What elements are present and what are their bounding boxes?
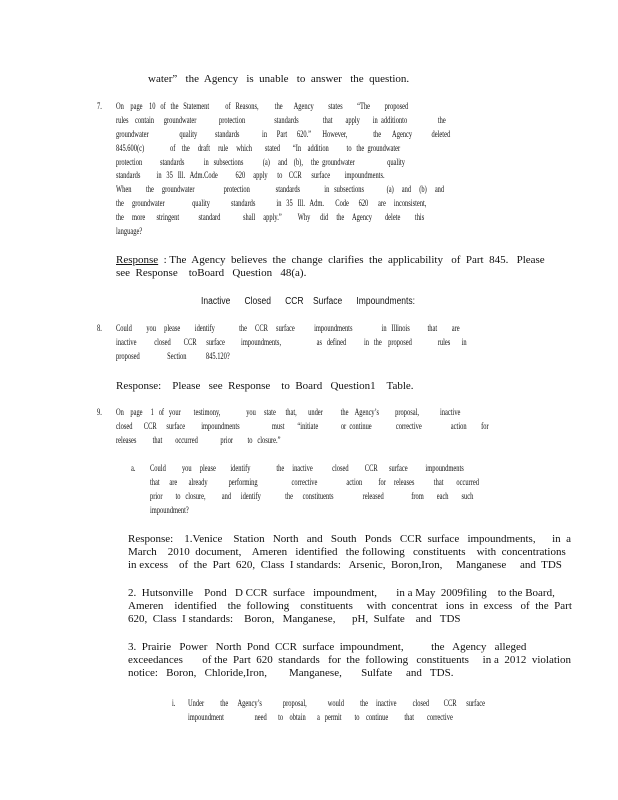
text-line: 845.600(c) of the draft rule which stated “In addition to the groundwater [116,144,401,154]
response-line: Response: 1.Venice Station North and South Ponds CCR surface impoundments, in a [128,533,572,545]
question-number: 8. [97,324,102,334]
subquestion-letter: a. [131,464,136,474]
response-line: 620, Class I standards: Boron, Manganese, pH, Sulfate and TDS [128,613,461,625]
text-line: rules contain groundwater protection standards that apply in additionto the [116,116,446,126]
response-line: Ameren identified the following constituents with concentrat ions in excess of the Part [128,600,572,612]
response-line: notice: Boron, Chloride,Iron, Manganese, Sulfate and TDS. [128,667,454,679]
question-number: 9. [97,408,102,418]
text-line: groundwater quality standards in Part 620.” However, the Agency deleted [116,130,451,140]
text-line: When the groundwater protection standards in subsections (a) and (b) and [116,185,445,195]
response-line: see Response toBoard Question 48(a). [116,267,307,279]
response-line: March 2010 document, Ameren identified the following constituents with concentrations [128,546,566,558]
text-line: Could you please identify the CCR surface impoundments in Illinois that are [116,324,460,334]
question-number: 7. [97,102,102,112]
text-line: Could you please identify the inactive closed CCR surface impoundments [150,464,464,474]
response-line: exceedances of the Part 620 standards for the following constituents in a 2012 violation [128,654,571,666]
text-line: On page 10 of the Statement of Reasons, the Agency states “The proposed [116,102,409,112]
response-line: in excess of the Part 620, Class I standards: Arsenic, Boron,Iron, Manganese and TDS [128,559,562,571]
section-heading: Inactive Closed CCR Surface Impoundments: [201,296,416,307]
response-line: 3. Prairie Power North Pond CCR surface impoundment, the Agency alleged [128,641,527,653]
response-line: Response: Please see Response to Board Question1 Table. [116,380,414,392]
text-line: the groundwater quality standards in 35 Ill. Adm. Code 620 are inconsistent, [116,199,427,209]
subquestion-numeral: i. [172,699,176,709]
text-line: releases that occurred prior to closure.” [116,436,281,446]
response-line [116,255,545,266]
text-line: standards in 35 Ill. Adm.Code 620 apply to CCR surface impoundments. [116,171,385,181]
text-line: closed CCR surface impoundments must “initiate or continue corrective action for [116,422,489,432]
text-line: water” the Agency is unable to answer the question. [148,73,410,85]
text-line: that are already performing corrective action for releases that occurred [150,478,480,488]
response-label: Response [116,254,159,266]
response-line: 2. Hutsonville Pond D CCR surface impoundment, in a May 2009filing to the Board, [128,587,555,599]
text-line: Under the Agency’s proposal, would the inactive closed CCR surface [188,699,485,709]
response-text: : The Agency believes the change clarifies the applicability of Part 845. Please [158,254,545,266]
text-line: protection standards in subsections (a) and (b), the groundwater quality [116,158,406,168]
text-line: inactive closed CCR surface impoundments, as defined in the proposed rules in [116,338,467,348]
text-line: proposed Section 845.120? [116,352,230,362]
text-line: the more stringent standard shall apply.” Why did the Agency delete this [116,213,425,223]
text-line: impoundment? [150,506,189,516]
text-line: On page 1 of your testimony, you state that, under the Agency’s proposal, inactive [116,408,461,418]
text-line: impoundment need to obtain a permit to continue that corrective [188,713,453,723]
text-line: prior to closure, and identify the constituents released from each such [150,492,474,502]
text-line: language? [116,227,143,237]
